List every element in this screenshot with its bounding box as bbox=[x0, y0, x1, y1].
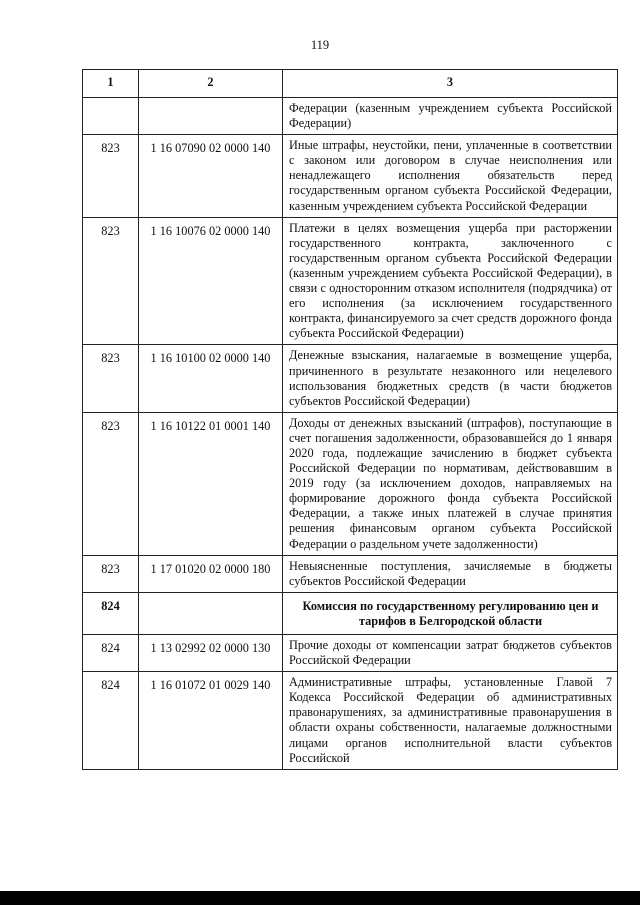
scan-bottom-edge bbox=[0, 891, 640, 905]
revenue-code-cell bbox=[139, 592, 283, 634]
table-row bbox=[83, 135, 618, 217]
revenue-code-cell: 1 16 10100 02 0000 140 bbox=[139, 345, 283, 412]
revenue-name-cell: Платежи в целях возмещения ущерба при расторжении государственного контракта, заключенного с государственным органом субъекта Российской Федерации (казенным учреждением субъекта Российской Федерации), в связи с односторонним отказом исполнителя (подрядчика) от его исполнения (за исключением государственного контракта, финансируемого за счет средств дорожного фонда субъекта Российской Федерации) bbox=[283, 217, 618, 345]
section-header-row bbox=[83, 592, 618, 634]
header-col-3: 3 bbox=[283, 70, 618, 98]
revenue-code-cell: 1 16 10076 02 0000 140 bbox=[139, 217, 283, 345]
revenue-name-cell: Иные штрафы, неустойки, пени, уплаченные в соответствии с законом или договором в случае неисполнения или ненадлежащего исполнения обязательств перед государственным органом субъекта Российской Федерации, казенным учреждением субъекта Российской Федерации bbox=[283, 135, 618, 217]
revenue-code-cell: 1 16 07090 02 0000 140 bbox=[139, 135, 283, 217]
table-row bbox=[83, 635, 618, 672]
budget-revenue-table bbox=[82, 69, 618, 770]
page-number: 119 bbox=[310, 38, 330, 52]
admin-code-cell: 823 bbox=[83, 345, 139, 412]
revenue-name-cell: Невыясненные поступления, зачисляемые в бюджеты субъектов Российской Федерации bbox=[283, 555, 618, 592]
revenue-code-cell: 1 16 10122 01 0001 140 bbox=[139, 412, 283, 555]
table-row bbox=[83, 345, 618, 412]
table-row bbox=[83, 412, 618, 555]
admin-code-cell: 823 bbox=[83, 412, 139, 555]
table-header-row bbox=[83, 70, 618, 98]
revenue-code-cell: 1 13 02992 02 0000 130 bbox=[139, 635, 283, 672]
header-col-2: 2 bbox=[139, 70, 283, 98]
admin-code-cell: 823 bbox=[83, 555, 139, 592]
revenue-code-cell: 1 16 01072 01 0029 140 bbox=[139, 672, 283, 770]
table-row bbox=[83, 217, 618, 345]
table-row bbox=[83, 98, 618, 135]
admin-code-cell: 824 bbox=[83, 672, 139, 770]
revenue-name-cell: Доходы от денежных взысканий (штрафов), поступающие в счет погашения задолженности, образовавшейся до 1 января 2020 года, подлежащие зачислению в бюджет субъекта Российской Федерации по нормативам, действовавшим в 2019 году (за исключением доходов, направляемых на формирование дорожного фонда субъекта Российской Федерации, а также иных платежей в случае принятия решения финансовым органом субъекта Российской Федерации о раздельном учете задолженности) bbox=[283, 412, 618, 555]
revenue-name-cell: Денежные взыскания, налагаемые в возмещение ущерба, причиненного в результате незаконного или нецелевого использования бюджетных средств (в части бюджетов субъектов Российской Федерации) bbox=[283, 345, 618, 412]
revenue-code-cell: 1 17 01020 02 0000 180 bbox=[139, 555, 283, 592]
revenue-name-cell: Прочие доходы от компенсации затрат бюджетов субъектов Российской Федерации bbox=[283, 635, 618, 672]
admin-code-cell: 823 bbox=[83, 217, 139, 345]
admin-code-cell: 824 bbox=[83, 592, 139, 634]
header-col-1: 1 bbox=[83, 70, 139, 98]
admin-code-cell bbox=[83, 98, 139, 135]
section-title-cell: Комиссия по государственному регулированию цен и тарифов в Белгородской области bbox=[283, 592, 618, 634]
revenue-name-cell: Административные штрафы, установленные Главой 7 Кодекса Российской Федерации об административных правонарушениях, за административные правонарушения в области охраны собственности, налагаемые должностными лицами органов исполнительной власти субъектов Российской bbox=[283, 672, 618, 770]
revenue-name-cell: Федерации (казенным учреждением субъекта Российской Федерации) bbox=[283, 98, 618, 135]
admin-code-cell: 824 bbox=[83, 635, 139, 672]
admin-code-cell: 823 bbox=[83, 135, 139, 217]
table-row bbox=[83, 672, 618, 770]
revenue-code-cell bbox=[139, 98, 283, 135]
table-row bbox=[83, 555, 618, 592]
